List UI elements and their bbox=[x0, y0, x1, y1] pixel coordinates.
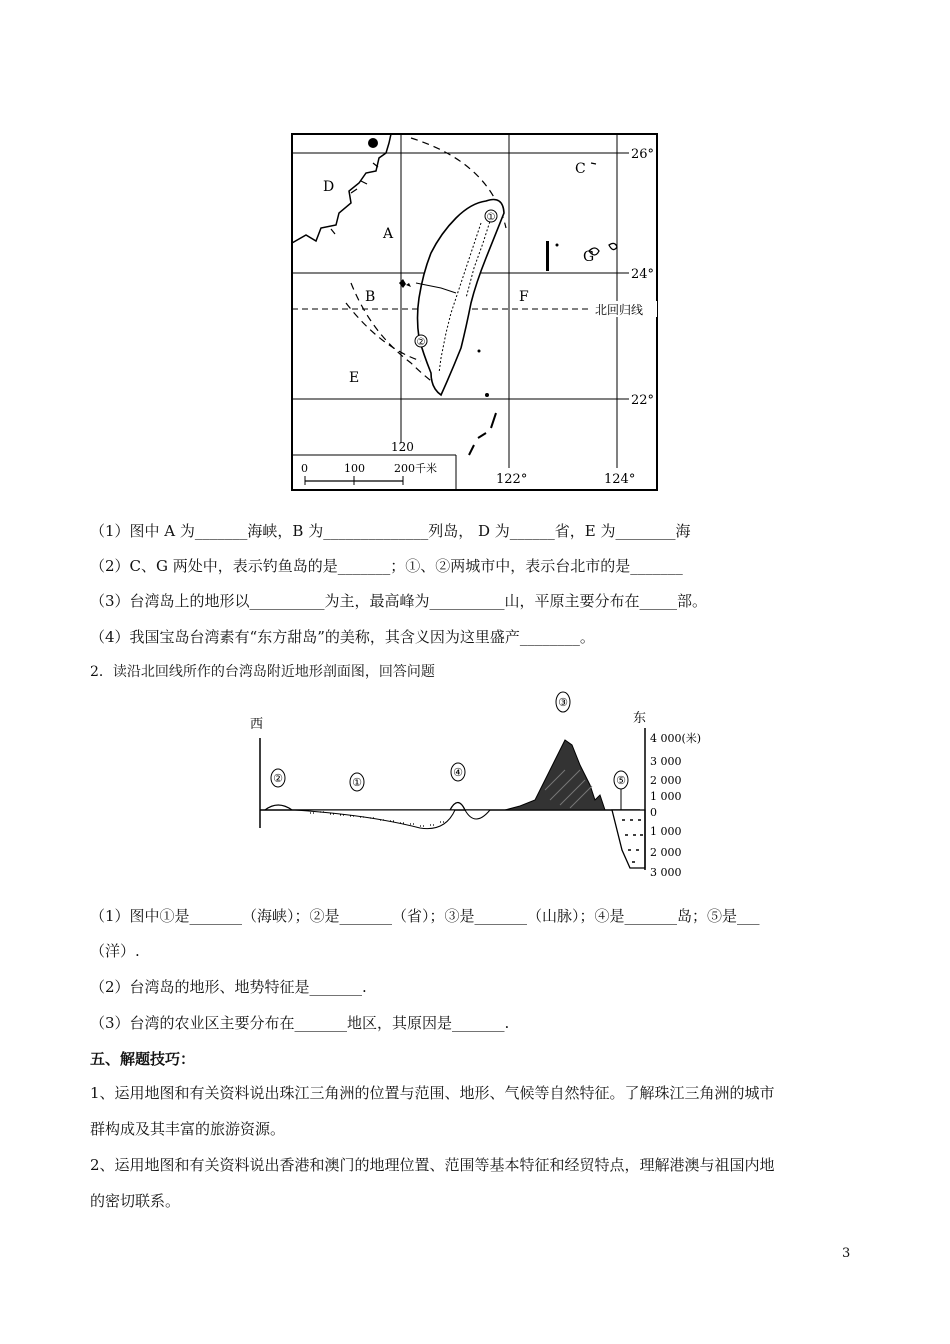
tick-2000: 2 000 bbox=[650, 774, 682, 787]
label-G: G bbox=[583, 249, 595, 265]
taiwan-map bbox=[291, 133, 658, 491]
marker-1: ① bbox=[352, 776, 362, 789]
lat-22: 22° bbox=[631, 393, 655, 408]
terrain-profile bbox=[250, 690, 710, 890]
tick-1000: 1 000 bbox=[650, 790, 682, 803]
tick-3000: 3 000 bbox=[650, 755, 682, 768]
marker-3: ③ bbox=[558, 696, 568, 709]
tropic-label: 北回归线 bbox=[595, 303, 644, 317]
tick-neg1000: 1 000 bbox=[650, 825, 682, 838]
tick-neg3000: 3 000 bbox=[650, 866, 682, 879]
scale-200: 200千米 bbox=[394, 462, 437, 475]
label-D: D bbox=[323, 179, 335, 195]
lon-120: 120 bbox=[391, 440, 414, 454]
section5-p1b: 群构成及其丰富的旅游资源。 bbox=[90, 1120, 286, 1138]
label-B: B bbox=[365, 289, 376, 305]
tick-0: 0 bbox=[650, 806, 657, 819]
west-label: 西 bbox=[250, 717, 264, 732]
label-C: C bbox=[575, 161, 586, 177]
q1-line1: （1）图中 A 为_______海峡，B 为______________列岛， D 为______省，E 为________海 bbox=[90, 522, 691, 540]
q2-title: 2．读沿北回线所作的台湾岛附近地形剖面图，回答问题 bbox=[90, 664, 435, 680]
q2-line1b: （洋）. bbox=[90, 942, 140, 960]
lat-26: 26° bbox=[631, 147, 655, 162]
tick-4000: 4 000(米) bbox=[650, 732, 702, 745]
q1-line2: （2）C、G 两处中，表示钓鱼岛的是_______；①、②两城市中，表示台北市的是_______ bbox=[90, 557, 683, 575]
section5-heading: 五、解题技巧： bbox=[90, 1050, 196, 1068]
marker-2: ② bbox=[273, 772, 283, 785]
tick-neg2000: 2 000 bbox=[650, 846, 682, 859]
section5-p1a: 1、运用地图和有关资料说出珠江三角洲的位置与范围、地形、气候等自然特征。了解珠江三角洲的城市 bbox=[90, 1084, 775, 1102]
city-marker-1: ① bbox=[486, 212, 496, 223]
marker-4: ④ bbox=[453, 766, 463, 779]
label-F: F bbox=[519, 289, 529, 305]
section5-p2a: 2、运用地图和有关资料说出香港和澳门的地理位置、范围等基本特征和经贸特点，理解港澳与祖国内地 bbox=[90, 1156, 775, 1174]
section5-p2b: 的密切联系。 bbox=[90, 1192, 181, 1210]
lat-24: 24° bbox=[631, 267, 655, 282]
lon-124: 124° bbox=[604, 472, 636, 487]
label-E: E bbox=[349, 370, 360, 386]
q2-line3: （3）台湾的农业区主要分布在_______地区，其原因是_______. bbox=[90, 1014, 510, 1032]
lon-122: 122° bbox=[496, 472, 528, 487]
q2-line2: （2）台湾岛的地形、地势特征是_______. bbox=[90, 978, 367, 996]
scale-0: 0 bbox=[301, 462, 308, 475]
q1-line4: （4）我国宝岛台湾素有“东方甜岛”的美称，其含义因为这里盛产________。 bbox=[90, 628, 595, 646]
marker-5: ⑤ bbox=[616, 774, 626, 787]
label-A: A bbox=[383, 226, 394, 242]
q2-line1: （1）图中①是_______（海峡）；②是_______（省）；③是_______（山脉）；④是_______岛；⑤是___ bbox=[90, 907, 760, 925]
q1-line3: （3）台湾岛上的地形以__________为主，最高峰为__________山，平原主要分布在_____部。 bbox=[90, 592, 708, 610]
city-marker-2: ② bbox=[416, 337, 426, 348]
page-number: 3 bbox=[842, 1246, 851, 1261]
scale-100: 100 bbox=[344, 462, 365, 475]
east-label: 东 bbox=[633, 711, 647, 726]
